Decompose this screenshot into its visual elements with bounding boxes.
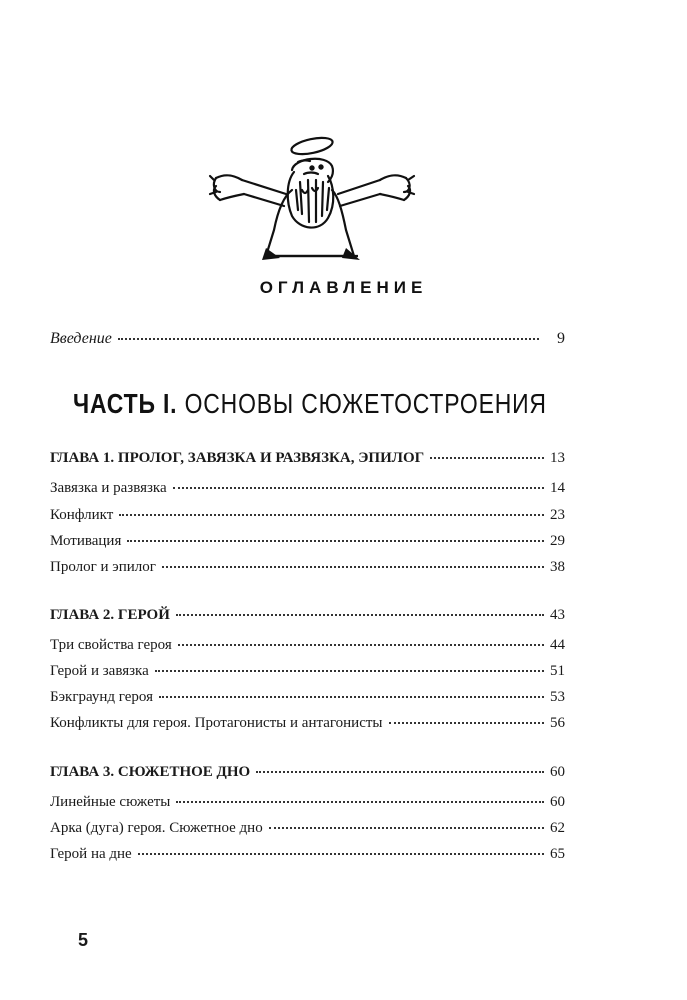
- toc-chapter-2[interactable]: [50, 607, 565, 624]
- toc-section[interactable]: [50, 663, 565, 680]
- dot-leader: [155, 669, 544, 672]
- section-title: Арка (дуга) героя. Сюжетное дно: [50, 820, 263, 836]
- section-page: 51: [550, 663, 565, 679]
- section-page: 53: [550, 689, 565, 705]
- dot-leader: [256, 770, 544, 773]
- section-title: Бэкграунд героя: [50, 689, 154, 705]
- dot-leader: [269, 826, 544, 829]
- section-title: Пролог и эпилог: [50, 559, 156, 575]
- section-page: 62: [550, 820, 565, 836]
- toc-section[interactable]: [50, 846, 565, 863]
- section-title: Завязка и развязка: [50, 480, 167, 496]
- chapter-title: ГЛАВА 1. ПРОЛОГ, ЗАВЯЗКА И РАЗВЯЗКА, ЭПИЛОГ: [50, 450, 425, 466]
- dot-leader: [176, 613, 544, 616]
- chapter-page: 43: [550, 607, 565, 623]
- section-title: Конфликт: [50, 507, 114, 523]
- toc-heading: ОГЛАВЛЕНИЕ: [259, 278, 428, 297]
- dot-leader: [173, 486, 544, 489]
- section-title: Три свойства героя: [50, 637, 172, 653]
- toc-section[interactable]: [50, 689, 565, 706]
- page-number: 5: [78, 930, 89, 950]
- dot-leader: [430, 456, 544, 459]
- dot-leader: [162, 565, 544, 568]
- section-page: 23: [550, 507, 565, 523]
- toc-section[interactable]: [50, 637, 565, 654]
- toc-entry-page: 9: [557, 330, 565, 347]
- toc-section[interactable]: [50, 715, 565, 732]
- dot-leader: [178, 643, 544, 646]
- section-page: 60: [550, 794, 565, 810]
- part-number: ЧАСТЬ I.: [73, 388, 178, 419]
- toc-entry-introduction[interactable]: [50, 330, 565, 348]
- chapter-title: ГЛАВА 2. ГЕРОЙ: [50, 607, 170, 623]
- toc-entry-label: Введение: [50, 330, 112, 347]
- section-title: Мотивация: [50, 533, 122, 549]
- section-page: 56: [550, 715, 565, 731]
- section-page: 38: [550, 559, 565, 575]
- dot-leader: [389, 721, 545, 724]
- toc-chapter-3[interactable]: [50, 764, 565, 781]
- haloed-figure-illustration: [208, 130, 418, 278]
- section-title: Конфликты для героя. Протагонисты и антагонисты: [50, 715, 383, 731]
- toc-chapter-1[interactable]: [50, 450, 565, 467]
- chapter-title: ГЛАВА 3. СЮЖЕТНОЕ ДНО: [50, 764, 251, 780]
- dot-leader: [127, 539, 544, 542]
- part-title: [73, 388, 547, 420]
- toc-section[interactable]: [50, 533, 565, 550]
- dot-leader: [118, 337, 539, 340]
- section-title: Герой и завязка: [50, 663, 149, 679]
- section-page: 44: [550, 637, 565, 653]
- toc-section[interactable]: [50, 559, 565, 576]
- dot-leader: [176, 800, 544, 803]
- section-page: 14: [550, 480, 565, 496]
- toc-section[interactable]: [50, 794, 565, 811]
- dot-leader: [159, 695, 544, 698]
- toc-section[interactable]: [50, 480, 565, 497]
- chapter-page: 13: [550, 450, 565, 466]
- section-title: Линейные сюжеты: [50, 794, 171, 810]
- dot-leader: [119, 513, 544, 516]
- dot-leader: [138, 852, 544, 855]
- toc-section[interactable]: [50, 820, 565, 837]
- section-page: 65: [550, 846, 565, 862]
- chapter-page: 60: [550, 764, 565, 780]
- toc-section[interactable]: [50, 507, 565, 524]
- section-title: Герой на дне: [50, 846, 132, 862]
- part-name: ОСНОВЫ СЮЖЕТОСТРОЕНИЯ: [177, 388, 547, 419]
- section-page: 29: [550, 533, 565, 549]
